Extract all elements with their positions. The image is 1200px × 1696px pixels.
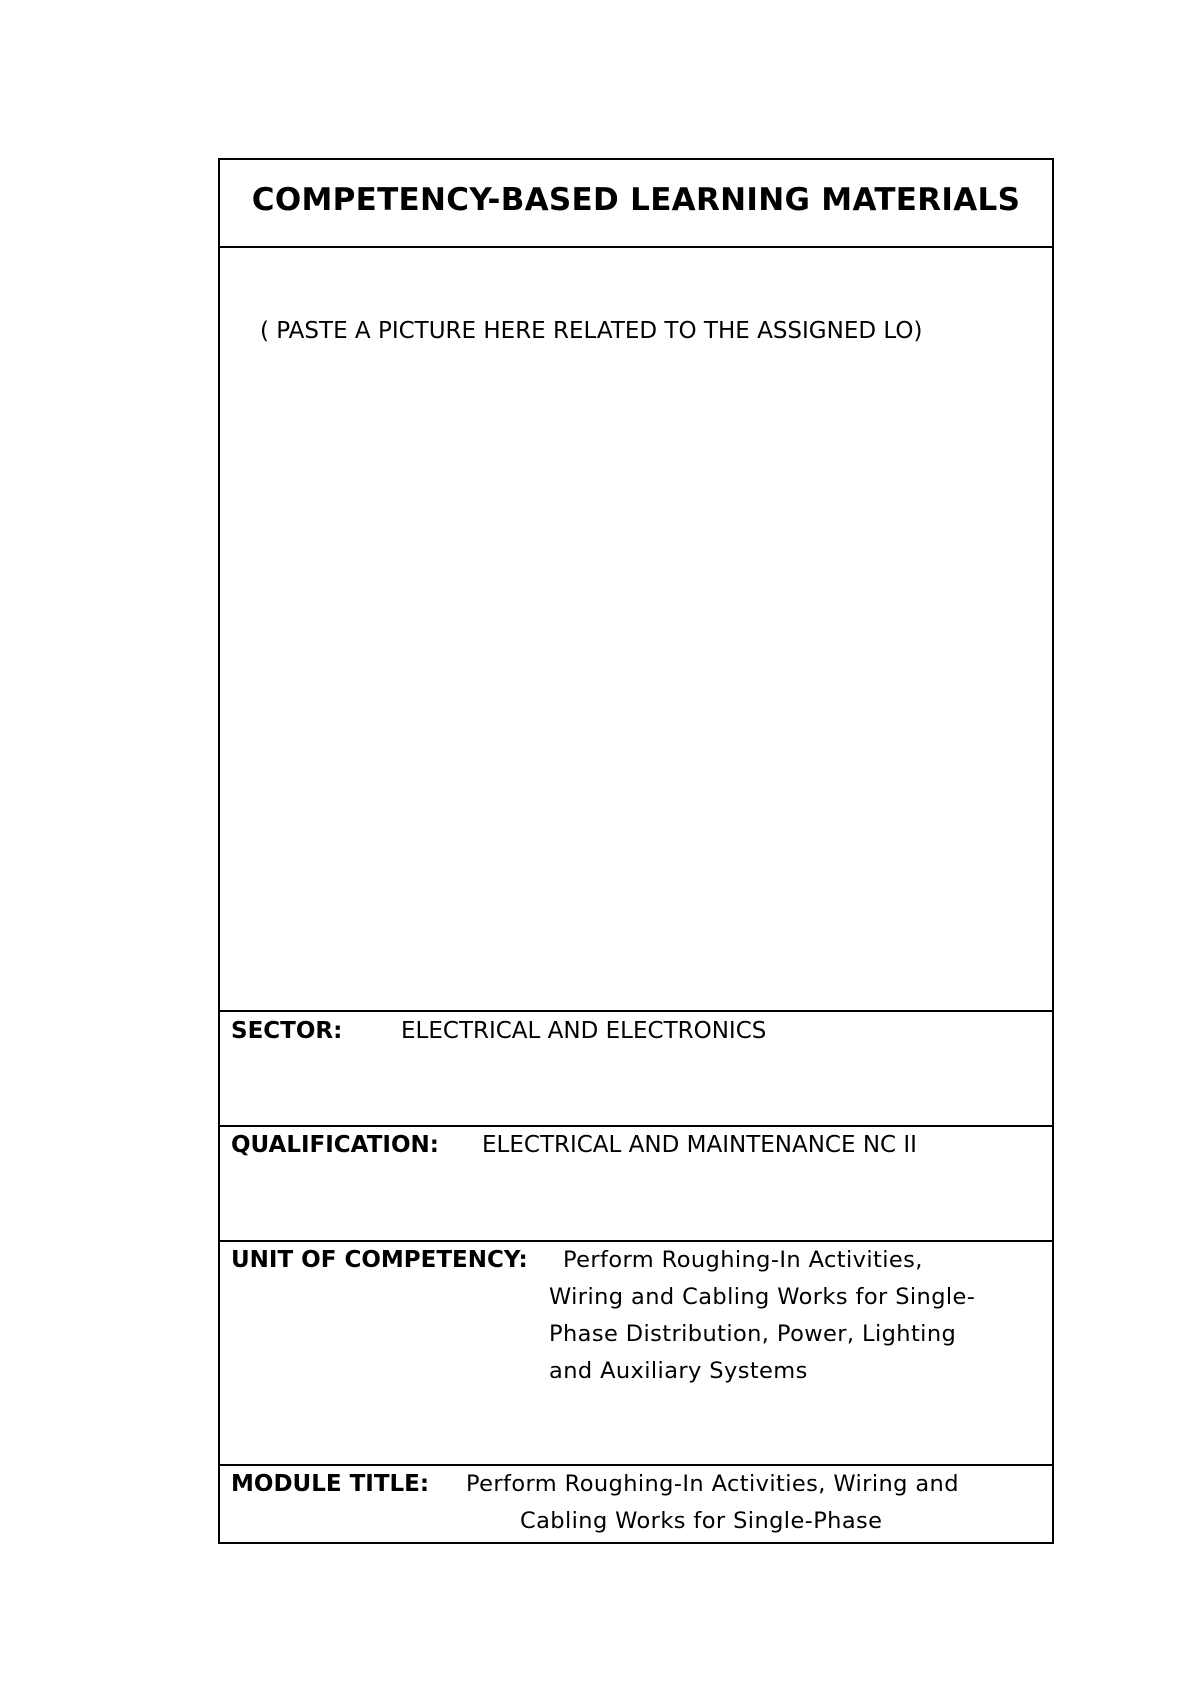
unit-of-competency-cell	[220, 1242, 1052, 1466]
document-title: COMPETENCY-BASED LEARNING MATERIALS	[251, 182, 1021, 218]
unit-of-competency-label: UNIT OF COMPETENCY:	[231, 1247, 528, 1273]
title-cell	[220, 160, 1052, 248]
sector-value: ELECTRICAL AND ELECTRONICS	[401, 1018, 767, 1044]
unit-of-competency-line: Phase Distribution, Power, Lighting	[549, 1321, 957, 1347]
unit-of-competency-line: and Auxiliary Systems	[549, 1358, 808, 1384]
picture-placeholder-text: ( PASTE A PICTURE HERE RELATED TO THE ASSIGNED LO)	[260, 318, 923, 344]
unit-of-competency-line: Wiring and Cabling Works for Single-	[549, 1284, 976, 1310]
module-title-label: MODULE TITLE:	[231, 1471, 430, 1497]
sector-cell	[220, 1012, 1052, 1127]
qualification-cell	[220, 1127, 1052, 1242]
unit-of-competency-line: Perform Roughing-In Activities,	[563, 1247, 923, 1273]
module-title-line: Cabling Works for Single-Phase	[520, 1508, 883, 1534]
cover-page-table	[218, 158, 1054, 1544]
qualification-value: ELECTRICAL AND MAINTENANCE NC II	[482, 1132, 917, 1158]
qualification-label: QUALIFICATION:	[231, 1132, 439, 1158]
sector-label: SECTOR:	[231, 1018, 343, 1044]
module-title-line: Perform Roughing-In Activities, Wiring and	[466, 1471, 959, 1497]
picture-cell	[220, 248, 1052, 1012]
module-title-cell	[220, 1466, 1052, 1542]
